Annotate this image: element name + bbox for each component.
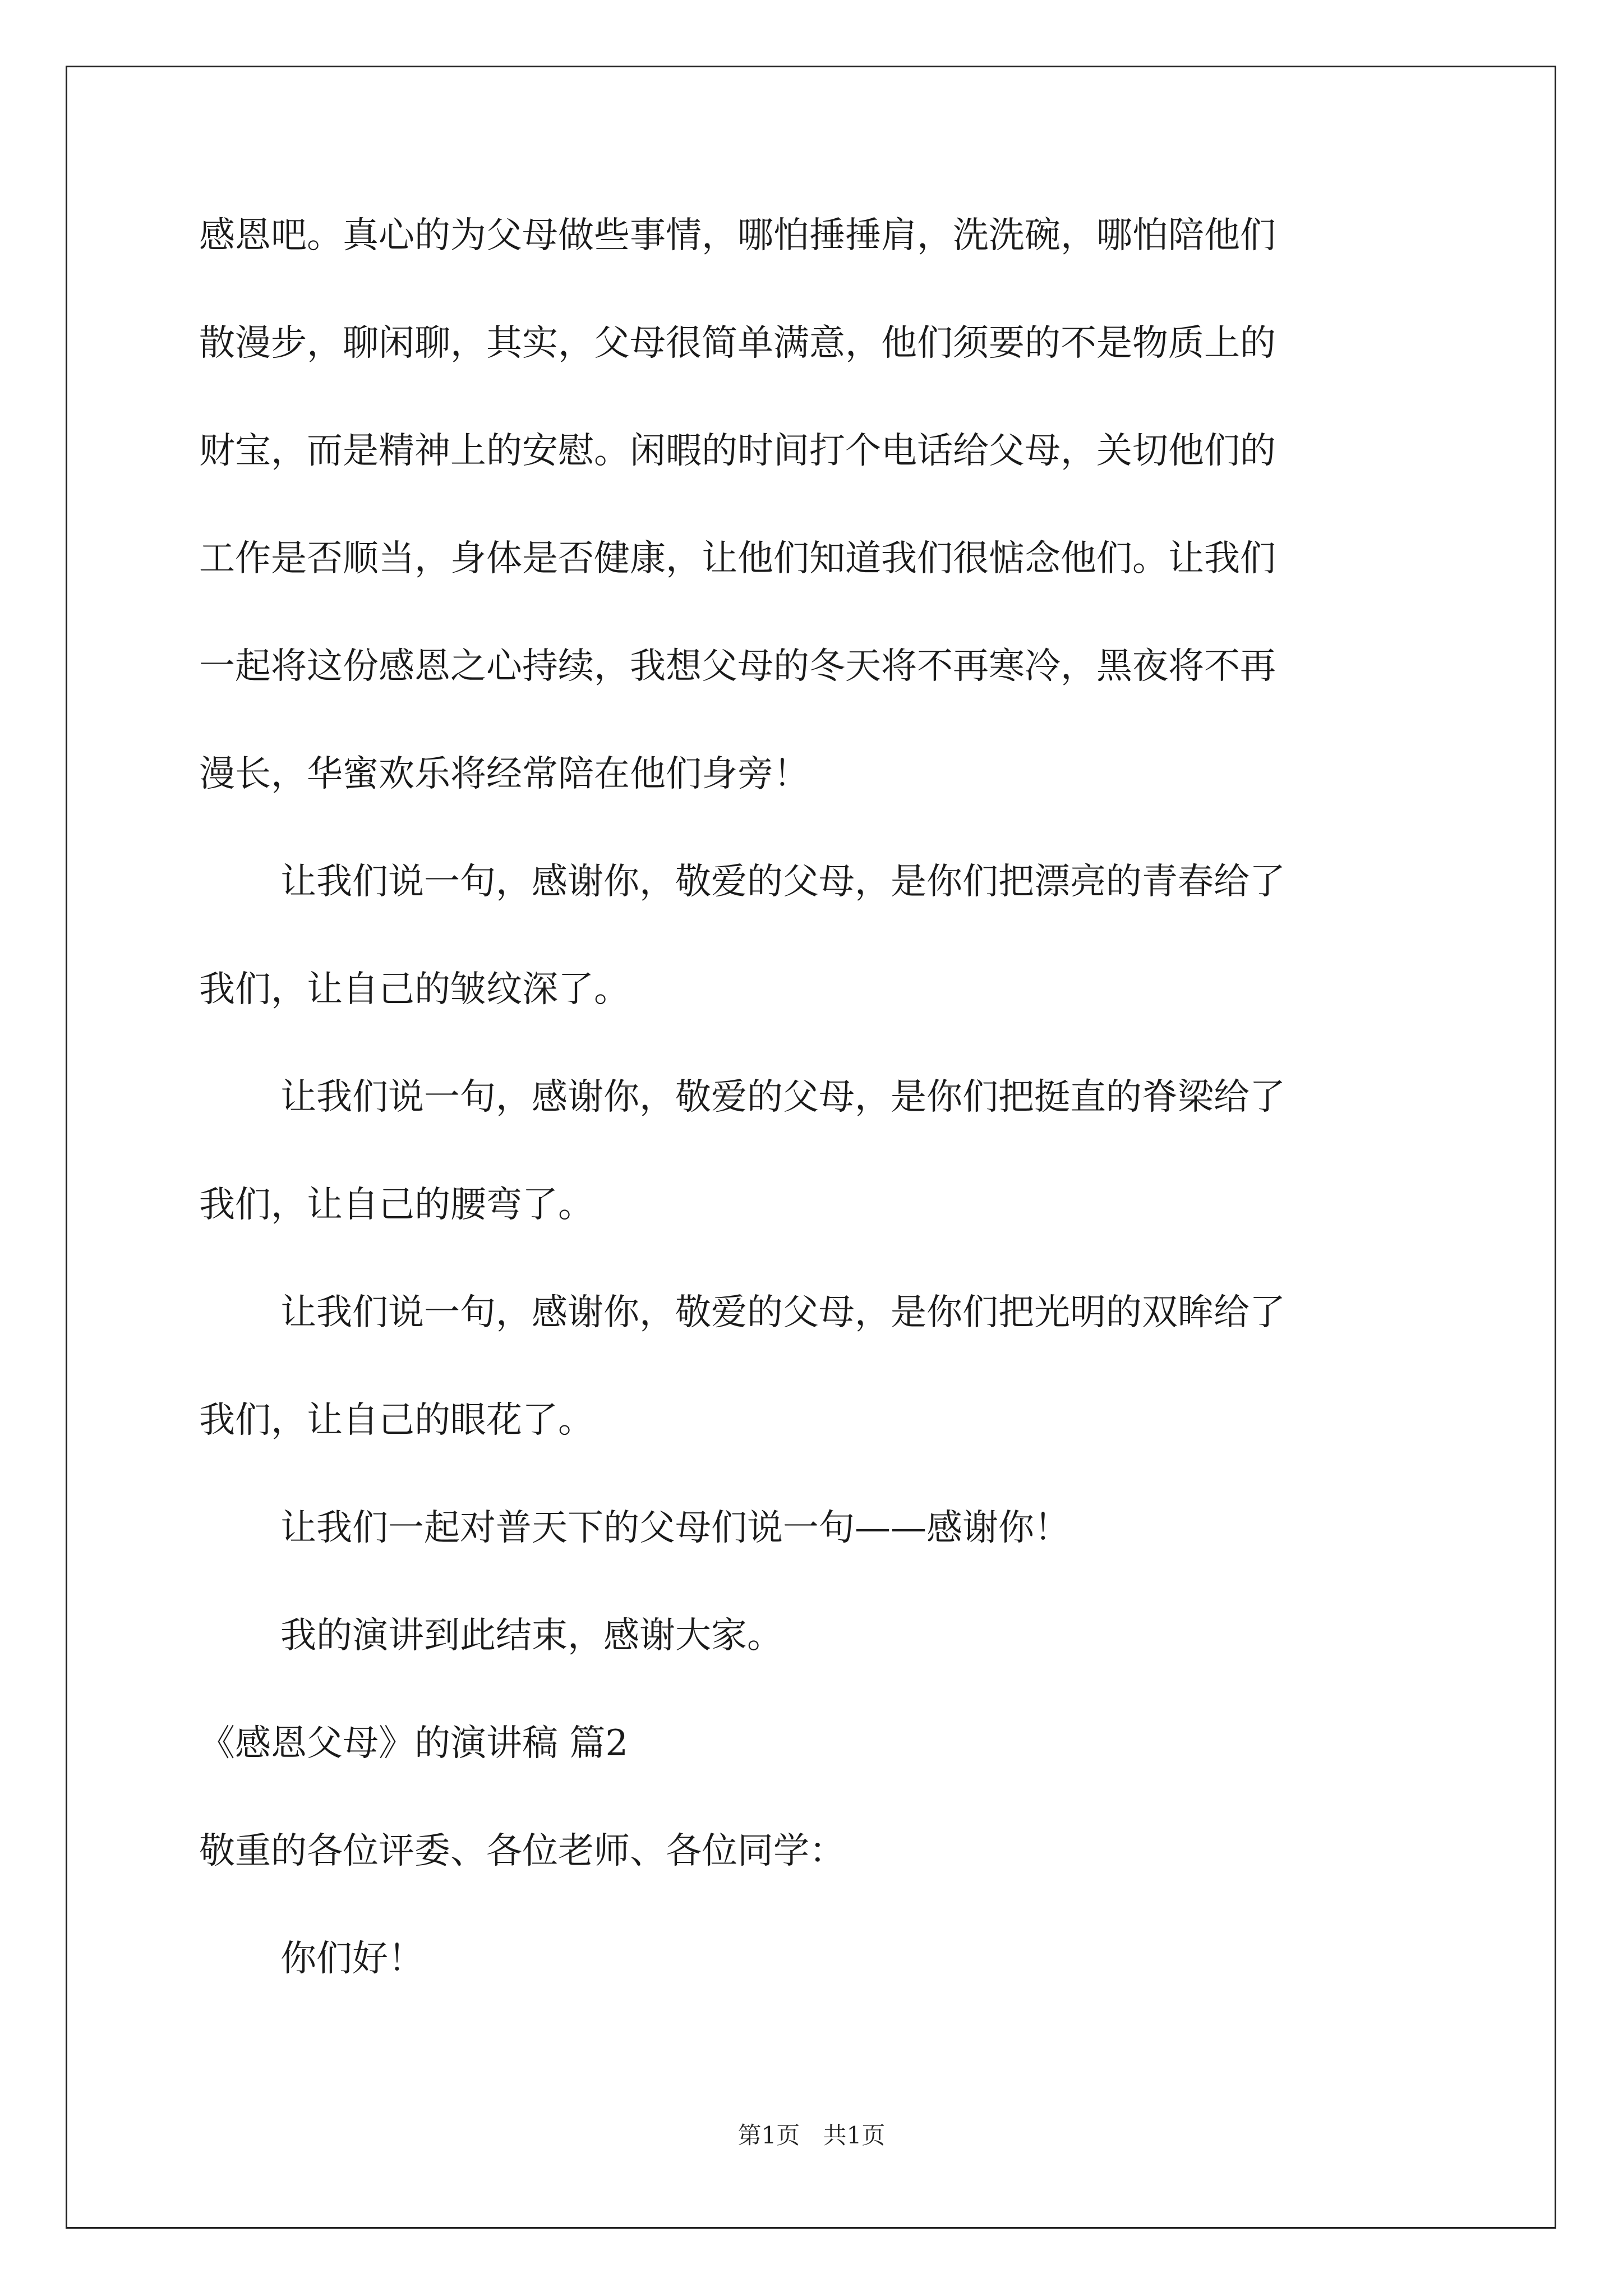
text-line: 感恩吧。真心的为父母做些事情，哪怕捶捶肩，洗洗碗，哪怕陪他们	[199, 215, 1276, 256]
text-line: 一起将这份感恩之心持续，我想父母的冬天将不再寒冷，黑夜将不再	[199, 646, 1276, 687]
text-line: 我们，让自己的眼花了。	[199, 1400, 594, 1441]
text-line: 让我们一起对普天下的父母们说一句——感谢你！	[280, 1507, 1070, 1549]
page-footer	[0, 2122, 1623, 2150]
text-line: 我们，让自己的腰弯了。	[199, 1184, 594, 1226]
greeting: 你们好！	[280, 1938, 424, 1980]
section-heading: 《感恩父母》的演讲稿 篇2	[199, 1723, 629, 1764]
page-border	[66, 66, 1556, 2229]
text-line: 让我们说一句，感谢你，敬爱的父母，是你们把挺直的脊梁给了	[280, 1076, 1285, 1118]
text-line: 财宝，而是精神上的安慰。闲暇的时间打个电话给父母，关切他们的	[199, 430, 1276, 472]
page-number: 第1页	[737, 2122, 800, 2149]
text-line: 工作是否顺当，身体是否健康，让他们知道我们很惦念他们。让我们	[199, 538, 1276, 579]
page-total: 共1页	[823, 2122, 886, 2149]
text-line: 我的演讲到此结束，感谢大家。	[280, 1615, 783, 1657]
text-line: 散漫步，聊闲聊，其实，父母很简单满意，他们须要的不是物质上的	[199, 323, 1276, 364]
salutation: 敬重的各位评委、各位老师、各位同学：	[199, 1830, 845, 1872]
text-line: 让我们说一句，感谢你，敬爱的父母，是你们把光明的双眸给了	[280, 1292, 1285, 1333]
text-line: 漫长，华蜜欢乐将经常陪在他们身旁！	[199, 753, 809, 795]
text-line: 让我们说一句，感谢你，敬爱的父母，是你们把漂亮的青春给了	[280, 861, 1285, 903]
text-line: 我们，让自己的皱纹深了。	[199, 969, 630, 1010]
